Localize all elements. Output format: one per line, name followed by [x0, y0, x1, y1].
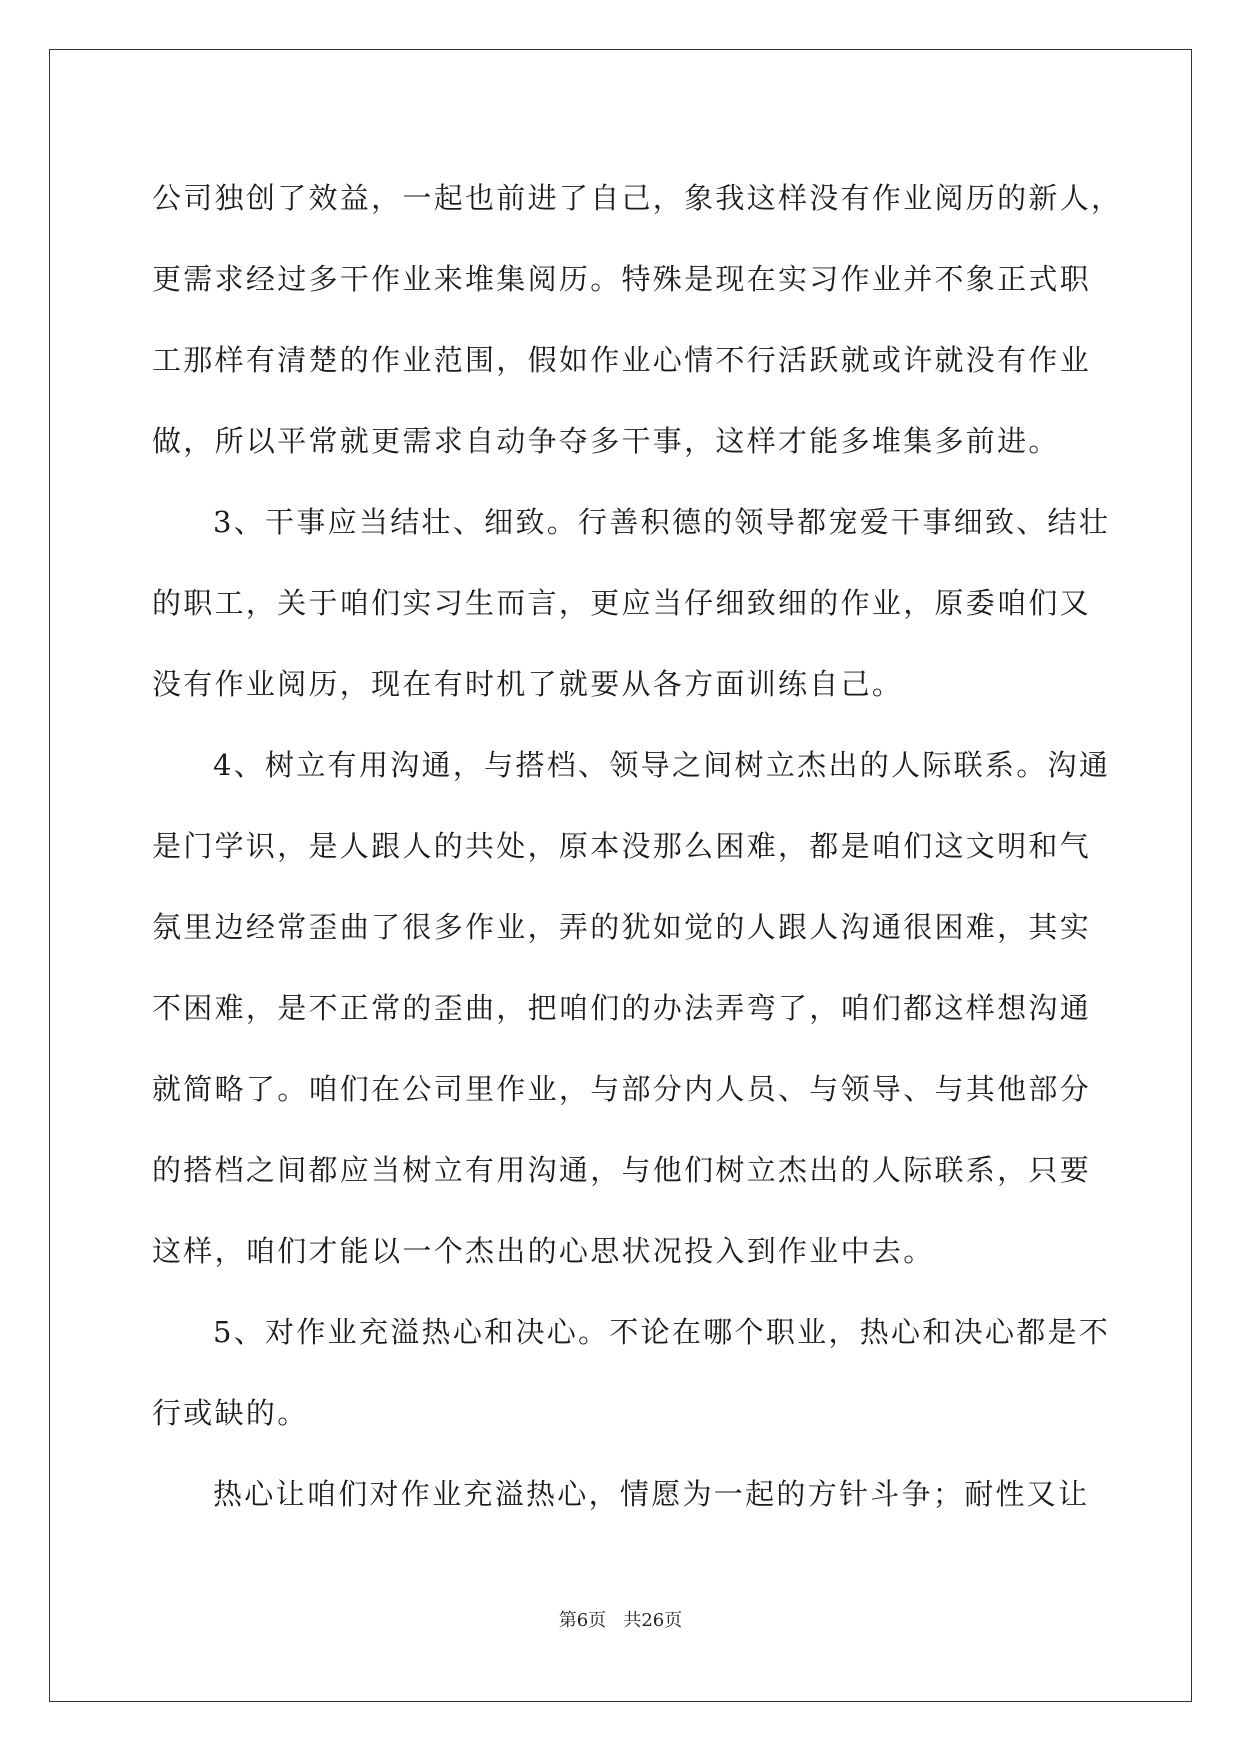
line-text: 这样，咱们才能以一个杰出的心思状况投入到作业中去。	[152, 1234, 935, 1268]
paragraph-start-line	[152, 725, 1111, 806]
line-text: 的搭档之间都应当树立有用沟通，与他们树立杰出的人际联系，只要	[152, 1153, 1092, 1187]
text-line	[152, 1211, 1087, 1292]
text-line	[152, 158, 1123, 239]
line-text: 没有作业阅历，现在有时机了就要从各方面训练自己。	[152, 667, 904, 701]
text-line	[152, 968, 1092, 1049]
line-text: 5、对作业充溢热心和决心。不论在哪个职业，热心和决心都是不	[213, 1315, 1111, 1349]
text-line	[152, 320, 1092, 401]
page-footer	[0, 1606, 1241, 1632]
line-text: 公司独创了效益，一起也前进了自己，象我这样没有作业阅历的新人，	[152, 181, 1123, 215]
line-text: 3、干事应当结壮、细致。行善积德的领导都宠爱干事细致、结壮	[213, 505, 1111, 539]
text-line	[152, 1130, 1092, 1211]
page-number: 第6页	[558, 1610, 607, 1631]
text-line	[152, 1373, 1087, 1454]
line-text: 行或缺的。	[152, 1396, 309, 1430]
line-text: 工那样有清楚的作业范围，假如作业心情不行活跃就或许就没有作业	[152, 343, 1092, 377]
text-line	[152, 887, 1092, 968]
line-text: 是门学识，是人跟人的共处，原本没那么困难，都是咱们这文明和气	[152, 829, 1092, 863]
paragraph-start-line	[152, 1454, 1090, 1535]
document-body	[152, 158, 1123, 1535]
line-text: 4、树立有用沟通，与搭档、领导之间树立杰出的人际联系。沟通	[213, 748, 1111, 782]
line-text: 做，所以平常就更需求自动争夺多干事，这样才能多堆集多前进。	[152, 424, 1060, 458]
text-line	[152, 644, 1087, 725]
line-text: 就简略了。咱们在公司里作业，与部分内人员、与领导、与其他部分	[152, 1072, 1092, 1106]
text-line	[152, 1049, 1092, 1130]
paragraph-start-line	[152, 482, 1111, 563]
paragraph-start-line	[152, 1292, 1111, 1373]
text-line	[152, 239, 1092, 320]
line-text: 不困难，是不正常的歪曲，把咱们的办法弄弯了，咱们都这样想沟通	[152, 991, 1092, 1025]
line-text: 的职工，关于咱们实习生而言，更应当仔细致细的作业，原委咱们又	[152, 586, 1092, 620]
line-text: 更需求经过多干作业来堆集阅历。特殊是现在实习作业并不象正式职	[152, 262, 1092, 296]
text-line	[152, 401, 1087, 482]
text-line	[152, 806, 1092, 887]
line-text: 氛里边经常歪曲了很多作业，弄的犹如觉的人跟人沟通很困难，其实	[152, 910, 1092, 944]
line-text: 热心让咱们对作业充溢热心，情愿为一起的方针斗争；耐性又让	[213, 1477, 1090, 1511]
page-total: 共26页	[623, 1610, 683, 1631]
text-line	[152, 563, 1092, 644]
